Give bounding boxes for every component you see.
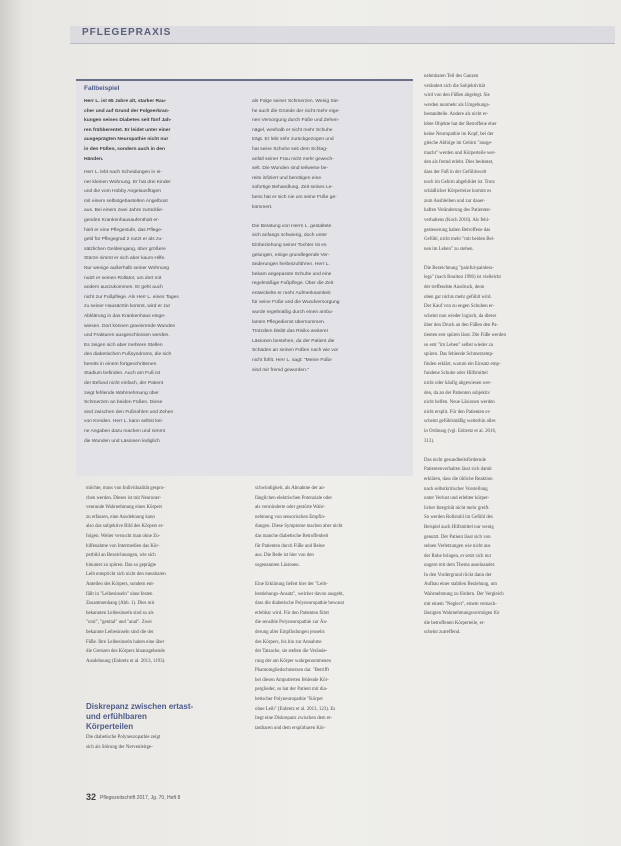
article-column-2-bottom: schwindigkeit, als Abnahme der an- fänglichen elektrischen Potenziale oder als verminderte oder gestörte Wahr- nehmung von sensorischen Empfin- dungen. Diese Symptome machen aber nicht das manche diabetische Betroffenheit für Patienten durch Füße und Beine aus. Die Rede ist hier von den sogenannten Läsionen. Eine Erklärung liefert hier der "Leib- bestiehungs-Ansatz", welcher davon ausgeht, dass die diabetische Polyneuropathie bewusst erlebbar wird. Für den Patienten führt die sensible Polyneuropathie zur Än- derung aller Empfindungen jenseits des Körpers, bis hin zur Annahme der Tatsache, sie stellen die Verände- rung der am Körper wahrgenommenen Phantomgliedschmerzen dar. "Betrifft bei diesen Amputierten fehlende Kör- perglieder, so hat der Patient mit dia- betischer Polyneuropathie "Körper ohne Leib" (Enbretz et al. 2013, 123). Es liegt eine Diskrepanz zwischen dem er- tastbaren und dem erspürbaren Kör- [255,486,345,731]
section-heading-diskrepanz: Diskrepanz zwischen ertast- und erfühlbaren Körperteilen [86,702,194,731]
article-column-3: nehmbaren Teil des Ganzen verändert sich die Subjektivität wird von den Füßen abgelegt. Sie werden nunmehr als Umgebungs- bestandteile. Andere als nicht er- lebte Objekte hat der Betroffene eher keine Neuropathie im Kopf, bei der gleiche Abfolge im Gehirn "ausge- macht" werden und Körperteile wer- den als fremd erlebt. Dies bedeutet, dass der Fuß in der Gefühlswelt noch im Gehirn abgebildet ist. Trotz schädlicher Körperreize kommt es zum Ausbleiben und zur dauer- haften Veränderung des Patienten- verhaltens (Koch 2016). Als fehl- gesteuerung haben Betroffene das Gefühl, nicht mehr "mit beiden Bei- nen im Leben" zu stehen. Die Bezeichnung "painful-painless- legs" (nach Boulton 1996) ist vielleicht der treffendste Ausdruck, denn oben gar nichts mehr gefühlt wird. Der Kauf von zu engen Schuhen er- scheint nun wieder logisch, da dieser über den Druck an den Füßen den Pa- tienten erst spüren lässt. Die Füße werden so erst "im Leben" selbst wieder zu spüren. Das fehlende Schmerzemp- finden erklärt, warum ein Einsatz emp- fundene Schuhe oder Hilfsmittel nicht oder häufig abgewiesen wer- den, da an der Patienten subjektiv nicht helfen. Neue Läsionen werden nicht ersplit. Für den Patienten er- scheint gefühlsmäßig weiterhin alles in Ordnung (vgl. Enbretz et al. 2016, 313). Das nicht gesundheitsfördernde Patientenverhalten lässt sich damit erklären, dass die übliche Reaktion nach selbstkritischer Vorstellung unter Verlust und erlebter körper- licher Integrität nicht mehr greift. So werden Rollstuhl im Gefühl des Beispiel auch Hilfsmittel nur wenig genutzt. Der Patient lässt sich von seinen Verletzungen wie nicht aus der Ruhe bringen, er setzt sich nur ungern mit dem Thema auseinander. In den Vordergrund rückt dann der Aufbau einer stabilen Beziehung, um Wahrnehmung zu fördern. Der Vergleich mit einem "Neglect", einem vernach- lässigten Wahrnehmungsvermögen für die betroffenen Körperteile, er- scheint zutreffend. [424,74,506,636]
article-column-1-bottom: möchte, muss von Individualität gespro- chen werden. Dieses ist mit Neuroner- venrunde Wahrnehmung eines Körpers zu erfassen, eine Ausdehnung kann also das subjektive Bild des Körpers er- folgen. Weiter versucht man ohne Zu- hilfenahme von Intermedien das Kör- perbild an Bezeichnungen, wie sich hinunter zu spüren. Das so geprägte Leib entspricht sich nicht den messbaren Anteilen des Körpers, sondern ent- fällt in "Leibesinseln" ohne festen Zusammenhang (Abb. 1). Dies mit bekannten Leibesinseln sind so als "oral", "genital" und "anal". Zwei bekannte Leibesinseln sind die der Füße. Ihre Leibesinseln haben eine über die Grenzen des Körpers hinausgehende Ausdehnung (Enbretz et al. 2013, 1193). [86,486,166,664]
case-study-title: Fallbeispiel [84,85,120,92]
article-column-1-section2: Die diabetische Polyneuropathie zeigt sich als Störung der Nervenleitge- [86,735,161,750]
case-study-column-1: Herr L. lebt nach Scheidungen in ei- ner kleinen Wohnung. Er hat drei Kinder und die vom Hobby Angelausflügen mit einem selbstgebastelten Angelboot aus. Bei einem zwei Jahre zurücklie- genden Krankenhausaufenthalt er- hielt er eine Pflegestufe, das Pflege- geld für Pflegegrad 2 nutzt er als zu- sätzlichen Geldeingang, über größere Stürze nimmt er sich aber kaum Hilfe. Nur wenige außerhalb seiner Wohnung nutzt er seinen Rollator, um dort mit andern auszukommen. Er geht auch nicht zur Fußpflege. Als Herr L. eines Tages zu seiner Hausärztin kommt, wird er zur Abklärung in das Krankenhaus einge- wiesen. Dort können gravierende Wunden und Frakturen ausgeschlossen werden. Es zeigen sich aber mehrere Stellen des diabetischen Fußsyndroms, die sich bereits in einem fortgeschrittenen Stadium befinden. Auch am Fuß ist der Befund nicht einfach, der Patient zeigt fehlende Wahrnehmung über Schmerzen an beiden Füßen. Diese sind zwischen den Fußsohlen und Zehen von Kreiden. Herr L. kann selbst kei- ne Angaben dazu machen und nimmt die Wunden und Läsionen lediglich [84,170,179,444]
page-number: 32 [86,792,97,802]
case-study-lead: Herr L. ist 65 Jahre alt, starker Rau- cher und auf Grund der Folgeerkran- kungen seines Diabetes seit fünf Jah- ren frühberentet. Er leidet unter einer ausgeprägten Neuropathie nicht nur in den Füßen, sondern auch in den Händen. [84,99,172,162]
case-study-column-2: als Folge seiner Schmerzen. Wenig Sie- he auch die Gründe der nicht mehr eige- nen Versorgung durch Füße und Zehen- nägel, weshalb er nicht mehr Schuhe trägt. Er lebt sehr zurückgezogen und hat seine Schuhe seit dem Schlag- anfall seiner Frau nicht mehr gewech- selt. Die Wunden sind teilweise be- reits infiziert und benötigen eine sofortige Behandlung. Zeit seines Le- bens hat er sich nie um seine Füße ge- kümmert. Die Beratung von Herrn L. gestaltete sich anfangs schwierig, doch unter Einbeziehung seiner Tochter ist es gelungen, einige grundlegende Ver- änderungen herbeizuführen. Herr L. bekam angepasste Schuhe und eine regelmäßige Fußpflege. Über die Zeit entwickelte er mehr Aufmerksamkeit für seine Füße und die Wundversorgung wurde regelmäßig durch einen ambu- lanten Pflegedienst übernommen. Trotzdem bleibt das Risiko weiterer Läsionen bestehen, da der Patient die Schäden an seinen Füßen nach wie vor nicht fühlt. Herr L. sagt: "Meine Füße sind mir fremd geworden." [252,99,340,373]
journal-citation: Pflegezeitschrift 2017, Jg. 70, Heft 8 [100,795,181,801]
section-title: PFLEGEPRAXIS [82,27,172,38]
